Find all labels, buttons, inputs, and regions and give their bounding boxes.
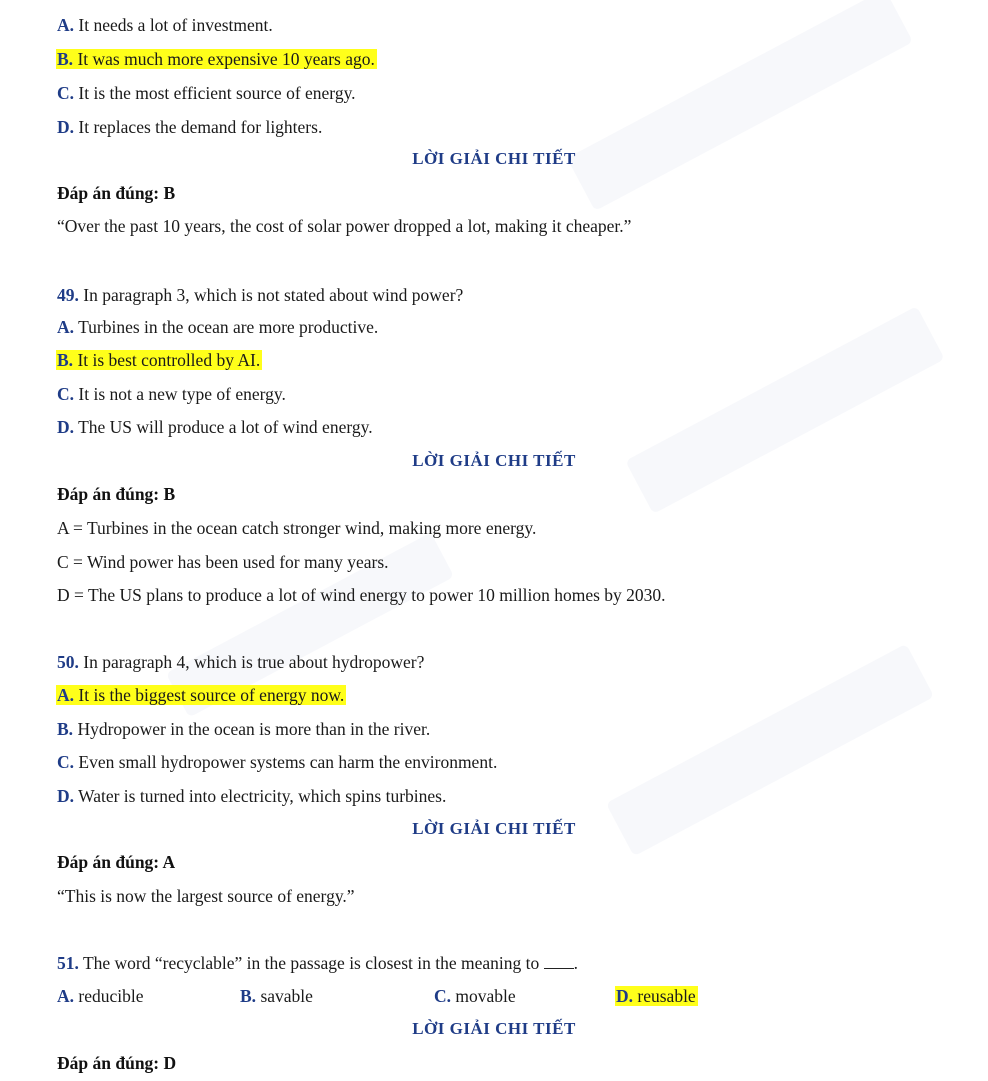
option-text: reducible <box>78 986 144 1006</box>
q50-option-d <box>57 785 446 807</box>
q49-option-b <box>57 349 262 371</box>
solution-heading: LỜI GIẢI CHI TIẾT <box>412 1019 576 1038</box>
highlighted-correct-option <box>615 986 698 1006</box>
q50-option-a <box>57 684 346 706</box>
solution-heading: LỜI GIẢI CHI TIẾT <box>412 149 576 168</box>
question-text: The word “recyclable” in the passage is closest in the meaning to <box>82 953 540 973</box>
option-letter: B. <box>57 49 74 69</box>
option-text: It needs a lot of investment. <box>78 15 273 35</box>
q49-option-a <box>57 316 378 338</box>
option-text: It replaces the demand for lighters. <box>78 117 323 137</box>
watermark-shape <box>625 306 945 514</box>
question-text: In paragraph 4, which is true about hydropower? <box>83 652 425 672</box>
option-letter: B. <box>57 350 74 370</box>
option-letter: C. <box>57 83 75 103</box>
correct-answer: Đáp án đúng: B <box>57 183 176 203</box>
option-text: It is the most efficient source of energy. <box>78 83 356 103</box>
option-text: movable <box>455 986 516 1006</box>
q48-option-d <box>57 116 322 138</box>
q51-option-b <box>240 985 313 1007</box>
solution-heading: LỜI GIẢI CHI TIẾT <box>412 819 576 838</box>
explanation-quote: “This is now the largest source of energy.” <box>57 886 355 906</box>
option-text: Turbines in the ocean are more productive. <box>78 317 379 337</box>
option-letter: A. <box>57 685 75 705</box>
option-letter: D. <box>616 986 634 1006</box>
option-letter: A. <box>57 15 75 35</box>
explanation-line: C = Wind power has been used for many years. <box>57 552 389 572</box>
q51-option-a <box>57 985 144 1007</box>
option-letter: A. <box>57 986 75 1006</box>
q48-option-c <box>57 82 356 104</box>
option-text: The US will produce a lot of wind energy. <box>78 417 373 437</box>
q50-option-b <box>57 718 430 740</box>
q50-option-c <box>57 751 497 773</box>
q51-option-c <box>434 985 516 1007</box>
option-letter: B. <box>240 986 257 1006</box>
question-end: . <box>573 953 578 973</box>
option-text: reusable <box>637 986 696 1006</box>
q49-option-c <box>57 383 286 405</box>
question-50 <box>57 651 424 673</box>
option-letter: D. <box>57 117 75 137</box>
option-text: Water is turned into electricity, which spins turbines. <box>78 786 447 806</box>
q48-option-a <box>57 14 273 36</box>
question-number: 51. <box>57 953 79 973</box>
option-letter: D. <box>57 786 75 806</box>
option-text: It is best controlled by AI. <box>77 350 261 370</box>
question-number: 50. <box>57 652 79 672</box>
highlighted-correct-option <box>56 49 377 69</box>
question-51 <box>57 952 578 974</box>
option-letter: B. <box>57 719 74 739</box>
correct-answer: Đáp án đúng: B <box>57 484 176 504</box>
explanation-line: D = The US plans to produce a lot of wind energy to power 10 million homes by 2030. <box>57 585 666 605</box>
option-letter: C. <box>57 752 75 772</box>
option-text: savable <box>260 986 313 1006</box>
option-text: Hydropower in the ocean is more than in the river. <box>77 719 431 739</box>
correct-answer: Đáp án đúng: D <box>57 1053 177 1073</box>
correct-answer: Đáp án đúng: A <box>57 852 176 872</box>
option-letter: A. <box>57 317 75 337</box>
option-text: Even small hydropower systems can harm the environment. <box>78 752 498 772</box>
option-text: It was much more expensive 10 years ago. <box>77 49 375 69</box>
explanation-quote: “Over the past 10 years, the cost of solar power dropped a lot, making it cheaper.” <box>57 216 632 236</box>
q51-option-d <box>616 985 698 1007</box>
solution-heading: LỜI GIẢI CHI TIẾT <box>412 451 576 470</box>
answer-blank <box>544 954 574 969</box>
option-letter: C. <box>434 986 452 1006</box>
option-text: It is the biggest source of energy now. <box>78 685 345 705</box>
watermark-shape <box>567 0 913 211</box>
q49-option-d <box>57 416 373 438</box>
question-text: In paragraph 3, which is not stated about wind power? <box>83 285 464 305</box>
q48-option-b <box>57 48 377 70</box>
option-letter: C. <box>57 384 75 404</box>
highlighted-correct-option <box>56 350 262 370</box>
option-text: It is not a new type of energy. <box>78 384 286 404</box>
explanation-line: A = Turbines in the ocean catch stronger wind, making more energy. <box>57 518 537 538</box>
question-number: 49. <box>57 285 79 305</box>
option-letter: D. <box>57 417 75 437</box>
highlighted-correct-option <box>56 685 346 705</box>
question-49 <box>57 284 463 306</box>
